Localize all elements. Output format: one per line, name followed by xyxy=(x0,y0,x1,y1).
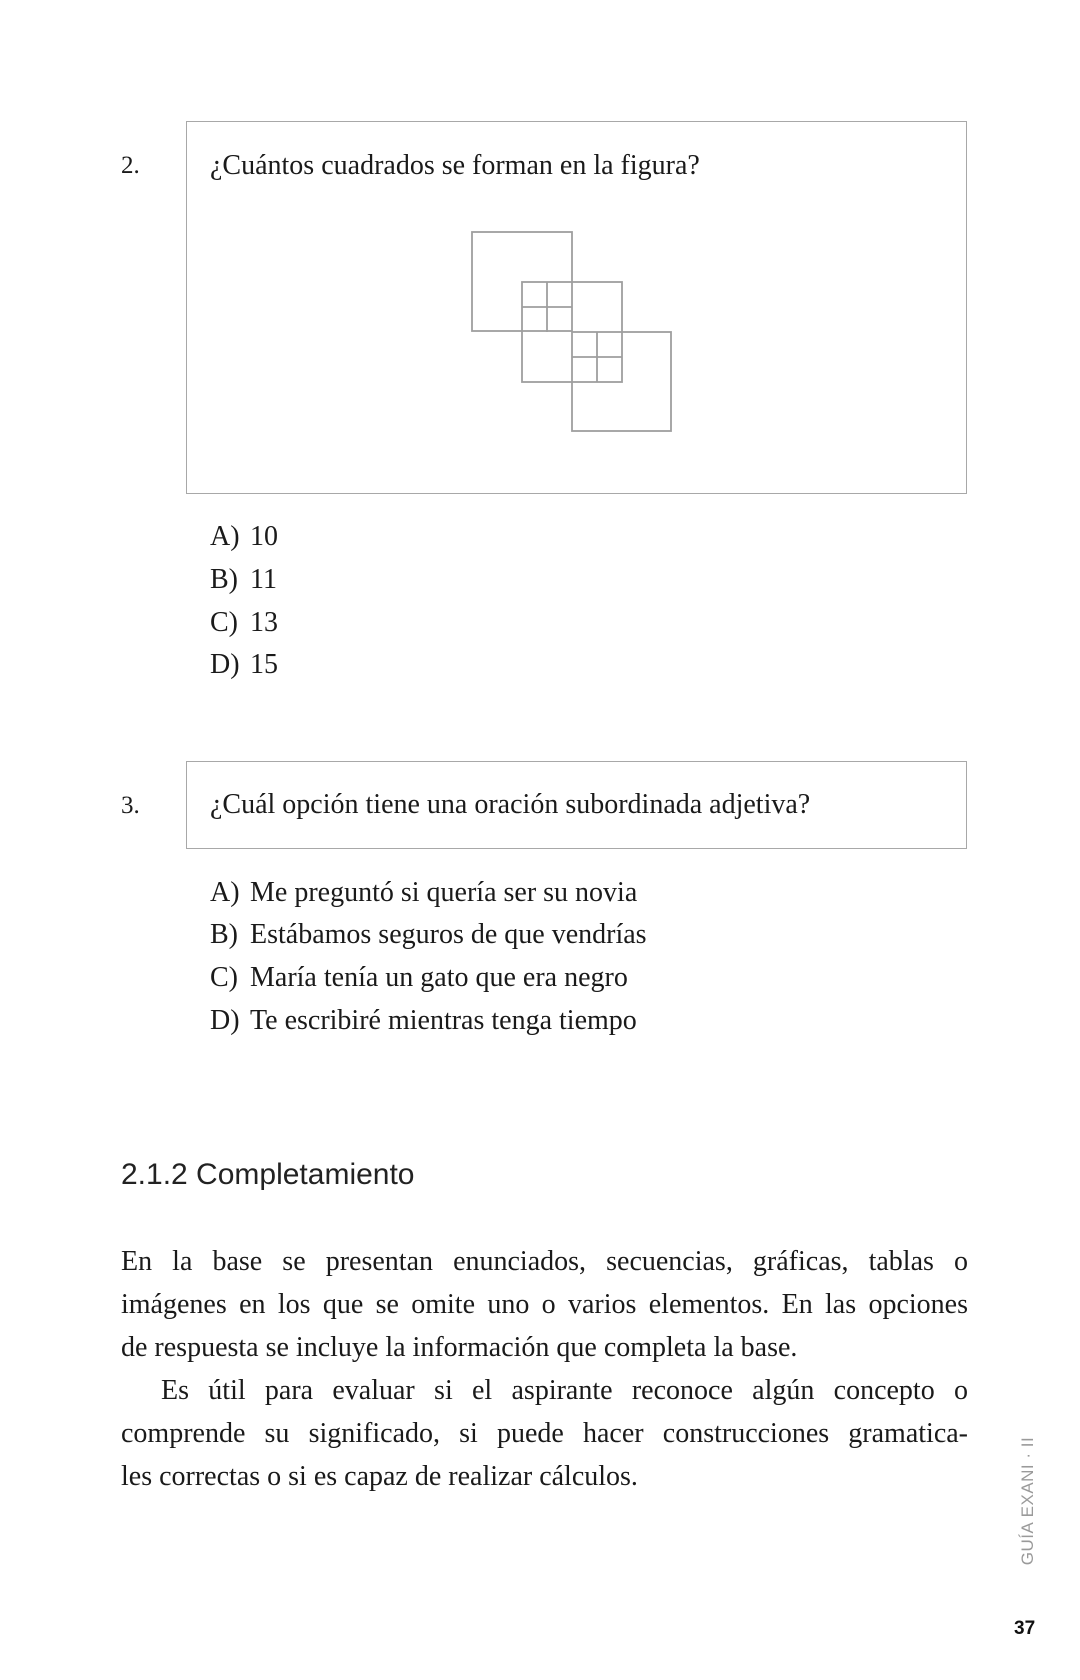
option-d[interactable] xyxy=(210,649,278,681)
text-line: de respuesta se incluye la información que completa la base. xyxy=(121,1332,798,1363)
squares-figure xyxy=(460,220,690,450)
option-text: 15 xyxy=(250,649,278,680)
option-letter: B) xyxy=(210,919,238,950)
section-heading: 2.1.2 Completamiento xyxy=(121,1158,415,1191)
running-title-text: GUÍA EXANI · II xyxy=(1018,1436,1037,1566)
option-text: María tenía un gato que era negro xyxy=(250,962,628,993)
body-text xyxy=(121,1240,968,1498)
option-letter: D) xyxy=(210,1005,240,1036)
option-b[interactable] xyxy=(210,919,647,951)
option-letter: B) xyxy=(210,564,238,595)
option-text: Estábamos seguros de que vendrías xyxy=(250,919,647,950)
option-c[interactable] xyxy=(210,962,628,994)
text-line: En la base se presentan enunciados, secuencias, gráficas, tablas o xyxy=(121,1246,968,1277)
question-number: 3. xyxy=(121,792,140,819)
option-a[interactable] xyxy=(210,877,637,909)
page-number: 37 xyxy=(1014,1618,1036,1639)
option-a[interactable] xyxy=(210,521,278,553)
option-letter: A) xyxy=(210,877,240,908)
question-number: 2. xyxy=(121,152,140,179)
text-line: imágenes en los que se omite uno o varios elementos. En las opciones xyxy=(121,1289,968,1320)
option-text: Te escribiré mientras tenga tiempo xyxy=(250,1005,637,1036)
text-line: Es útil para evaluar si el aspirante reconoce algún concepto o xyxy=(161,1375,968,1406)
option-c[interactable] xyxy=(210,607,278,639)
option-d[interactable] xyxy=(210,1005,637,1037)
text-line: les correctas o si es capaz de realizar cálculos. xyxy=(121,1461,638,1492)
option-letter: D) xyxy=(210,649,240,680)
option-text: 13 xyxy=(250,607,278,638)
option-letter: C) xyxy=(210,607,238,638)
option-letter: A) xyxy=(210,521,240,552)
question-prompt: ¿Cuántos cuadrados se forman en la figura? xyxy=(210,150,700,181)
question-prompt: ¿Cuál opción tiene una oración subordinada adjetiva? xyxy=(210,789,811,820)
text-line: comprende su significado, si puede hacer construcciones gramatica- xyxy=(121,1418,968,1449)
option-b[interactable] xyxy=(210,564,277,596)
option-letter: C) xyxy=(210,962,238,993)
running-title xyxy=(1008,1430,1048,1572)
option-text: Me preguntó si quería ser su novia xyxy=(250,877,638,908)
option-text: 11 xyxy=(250,564,277,595)
option-text: 10 xyxy=(250,521,278,552)
